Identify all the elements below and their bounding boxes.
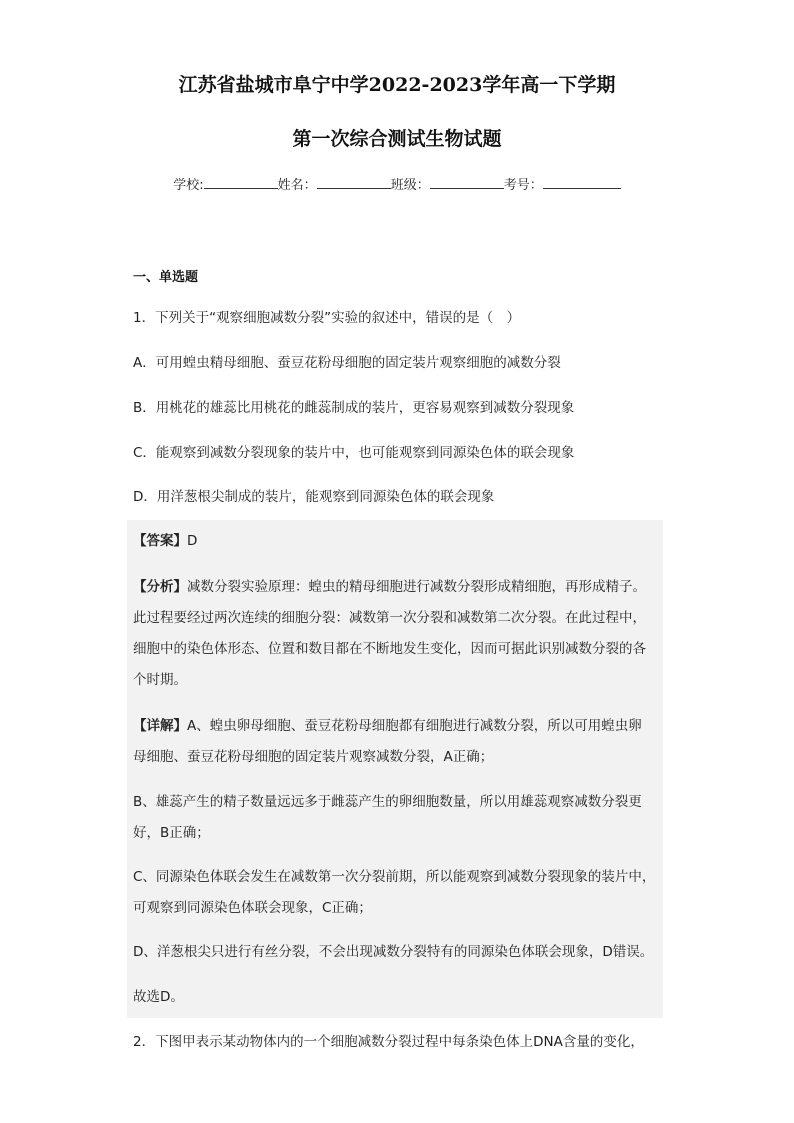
school-label: 学校:	[173, 178, 204, 193]
analysis-line-4: 个时期。	[133, 672, 187, 688]
answer-tag: 【答案】	[133, 533, 187, 549]
detail-line-7: D、洋葱根尖只进行有丝分裂，不会出现减数分裂特有的同源染色体联会现象，D错误。	[133, 944, 654, 960]
detail-line-4: 好，B正确；	[133, 825, 210, 841]
option-a: A．可用蝗虫精母细胞、蚕豆花粉母细胞的固定装片观察细胞的减数分裂	[133, 355, 561, 371]
analysis-line-2: 此过程要经过两次连续的细胞分裂：减数第一次分裂和减数第二次分裂。在此过程中，	[133, 610, 646, 626]
detail-line-2: 母细胞、蚕豆花粉母细胞的固定装片观察减数分裂，A正确；	[133, 749, 494, 765]
option-c: C．能观察到减数分裂现象的装片中，也可能观察到同源染色体的联会现象	[133, 445, 575, 461]
document-title-line2: 第一次综合测试生物试题	[292, 128, 502, 150]
analysis-line-1: 【分析】减数分裂实验原理：蝗虫的精母细胞进行减数分裂形成精细胞，再形成精子。	[133, 579, 646, 595]
student-info-row	[0, 174, 794, 193]
number-blank	[543, 176, 621, 189]
name-label: 姓名：	[277, 178, 317, 193]
detail-line-8: 故选D。	[133, 989, 184, 1005]
class-blank	[430, 176, 504, 189]
question-2-stem: 2．下图甲表示某动物体内的一个细胞减数分裂过程中每条染色体上DNA含量的变化，	[133, 1034, 644, 1050]
option-b: B．用桃花的雄蕊比用桃花的雌蕊制成的装片，更容易观察到减数分裂现象	[133, 400, 575, 416]
analysis-line-3: 细胞中的染色体形态、位置和数目都在不断地发生变化，因而可据此识别减数分裂的各	[133, 641, 646, 657]
analysis-tag: 【分析】	[133, 579, 187, 595]
detail-line-6: 可观察到同源染色体联会现象，C正确；	[133, 900, 372, 916]
number-label: 考号：	[503, 178, 543, 193]
detail-line-3: B、雄蕊产生的精子数量远远多于雌蕊产生的卵细胞数量，所以用雄蕊观察减数分裂更	[133, 794, 642, 810]
school-blank	[204, 176, 278, 189]
question-1-stem: 1．下列关于“观察细胞减数分裂”实验的叙述中，错误的是（ ）	[133, 310, 521, 326]
answer-value: D	[187, 533, 198, 549]
name-blank	[317, 176, 391, 189]
option-d: D．用洋葱根尖制成的装片，能观察到同源染色体的联会现象	[133, 489, 495, 505]
detail-tag: 【详解】	[133, 718, 187, 734]
document-title-line1: 江苏省盐城市阜宁中学2022-2023学年高一下学期	[178, 74, 616, 96]
detail-line-5: C、同源染色体联会发生在减数第一次分裂前期，所以能观察到减数分裂现象的装片中，	[133, 869, 656, 885]
detail-line-1: 【详解】A、蝗虫卵母细胞、蚕豆花粉母细胞都有细胞进行减数分裂，所以可用蝗虫卵	[133, 718, 642, 734]
answer-line	[133, 529, 197, 549]
section-title: 一、单选题	[133, 270, 199, 285]
class-label: 班级：	[390, 178, 430, 193]
